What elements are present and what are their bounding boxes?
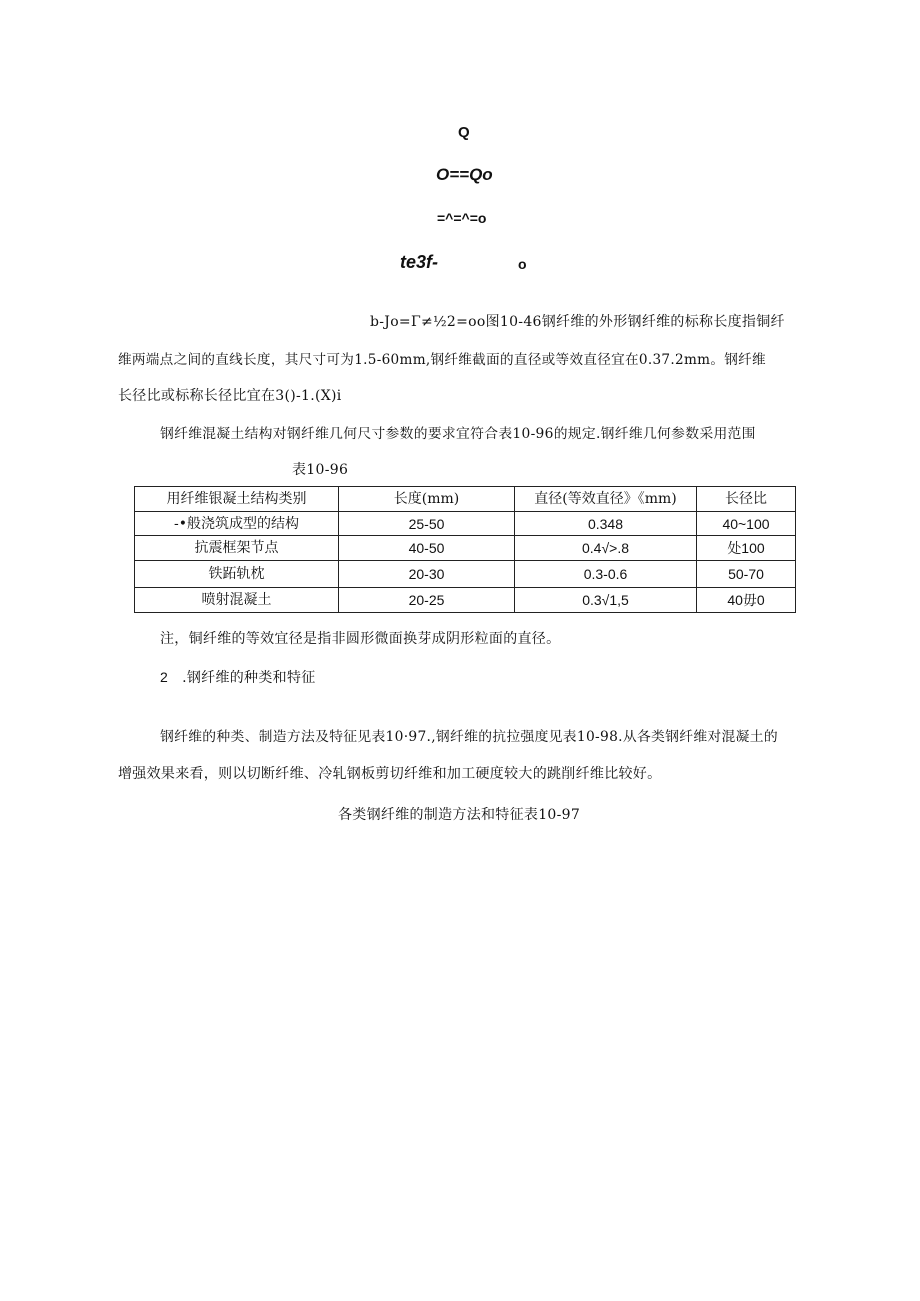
table-cell: 抗震框架节点	[135, 536, 339, 561]
figure-text-1: Q	[458, 124, 470, 141]
table-cell: 处100	[697, 536, 796, 561]
table-cell: 40-50	[339, 536, 515, 561]
table-header-cell: 长度(mm)	[339, 487, 515, 512]
table-cell: 20-30	[339, 561, 515, 588]
table-cell: 40毋0	[697, 588, 796, 613]
table-row	[135, 561, 796, 588]
table-cell: 0.3-0.6	[515, 561, 697, 588]
table-header-row	[135, 487, 796, 512]
figure-text-5: o	[518, 256, 527, 272]
table-header-cell: 用纤维银凝土结构类别	[135, 487, 339, 512]
table-cell: 0.3√1,5	[515, 588, 697, 613]
table-row	[135, 536, 796, 561]
table-cell: -•般浇筑成型的结构	[135, 512, 339, 536]
steel-fiber-geometry-table	[134, 486, 796, 613]
paragraph-3-line-1: 钢纤维的种类、制造方法及特征见表10·97.,钢纤维的抗拉强度见表10-98.从各类钢纤维对混凝土的	[160, 729, 778, 745]
table-row	[135, 512, 796, 536]
table-cell: 50-70	[697, 561, 796, 588]
paragraph-3-line-2: 增强效果来看，则以切断纤维、冷轧钢板剪切纤维和加工硬度较大的跳削纤维比较好。	[118, 766, 662, 782]
table-cell: 25-50	[339, 512, 515, 536]
paragraph-1-line-1: b-Jo=Γ≠½2=oo图10-46钢纤维的外形钢纤维的标称长度指铜纤	[370, 314, 785, 330]
figure-text-2: O==Qo	[436, 165, 493, 184]
table-header-cell: 直径(等效直径》《mm)	[515, 487, 697, 512]
table-cell: 0.4√>.8	[515, 536, 697, 561]
table-cell: 20-25	[339, 588, 515, 613]
figure-text-4: te3f-	[400, 252, 439, 272]
table-header-cell: 长径比	[697, 487, 796, 512]
table-note: 注，铜纤维的等效宜径是指非圆形微面换芽成阴形粒面的直径。	[160, 631, 561, 647]
table-caption-10-97: 各类钢纤维的制造方法和特征表10-97	[338, 807, 581, 823]
section-title: .钢纤维的种类和特征	[182, 670, 316, 686]
table-row	[135, 588, 796, 613]
table-title: 表10-96	[292, 462, 349, 478]
paragraph-1-line-3: 长径比或标称长径比宜在3()-1.(X)i	[118, 388, 342, 404]
paragraph-1-line-2: 维两端点之间的直线长度，其尺寸可为1.5-60mm,钢纤维截面的直径或等效直径宜在0.37.2mm。钢纤维	[118, 352, 766, 368]
section-heading	[160, 667, 316, 687]
figure-text-3: =^=^=o	[437, 210, 487, 226]
table-cell: 0.348	[515, 512, 697, 536]
table-cell: 喷射混凝土	[135, 588, 339, 613]
paragraph-2: 钢纤维混凝土结构对钢纤维几何尺寸参数的要求宜符合表10-96的规定.钢纤维几何参数采用范围	[160, 426, 756, 442]
table-cell: 40~100	[697, 512, 796, 536]
table-cell: 铁跖轨枕	[135, 561, 339, 588]
section-number: 2	[160, 669, 169, 685]
